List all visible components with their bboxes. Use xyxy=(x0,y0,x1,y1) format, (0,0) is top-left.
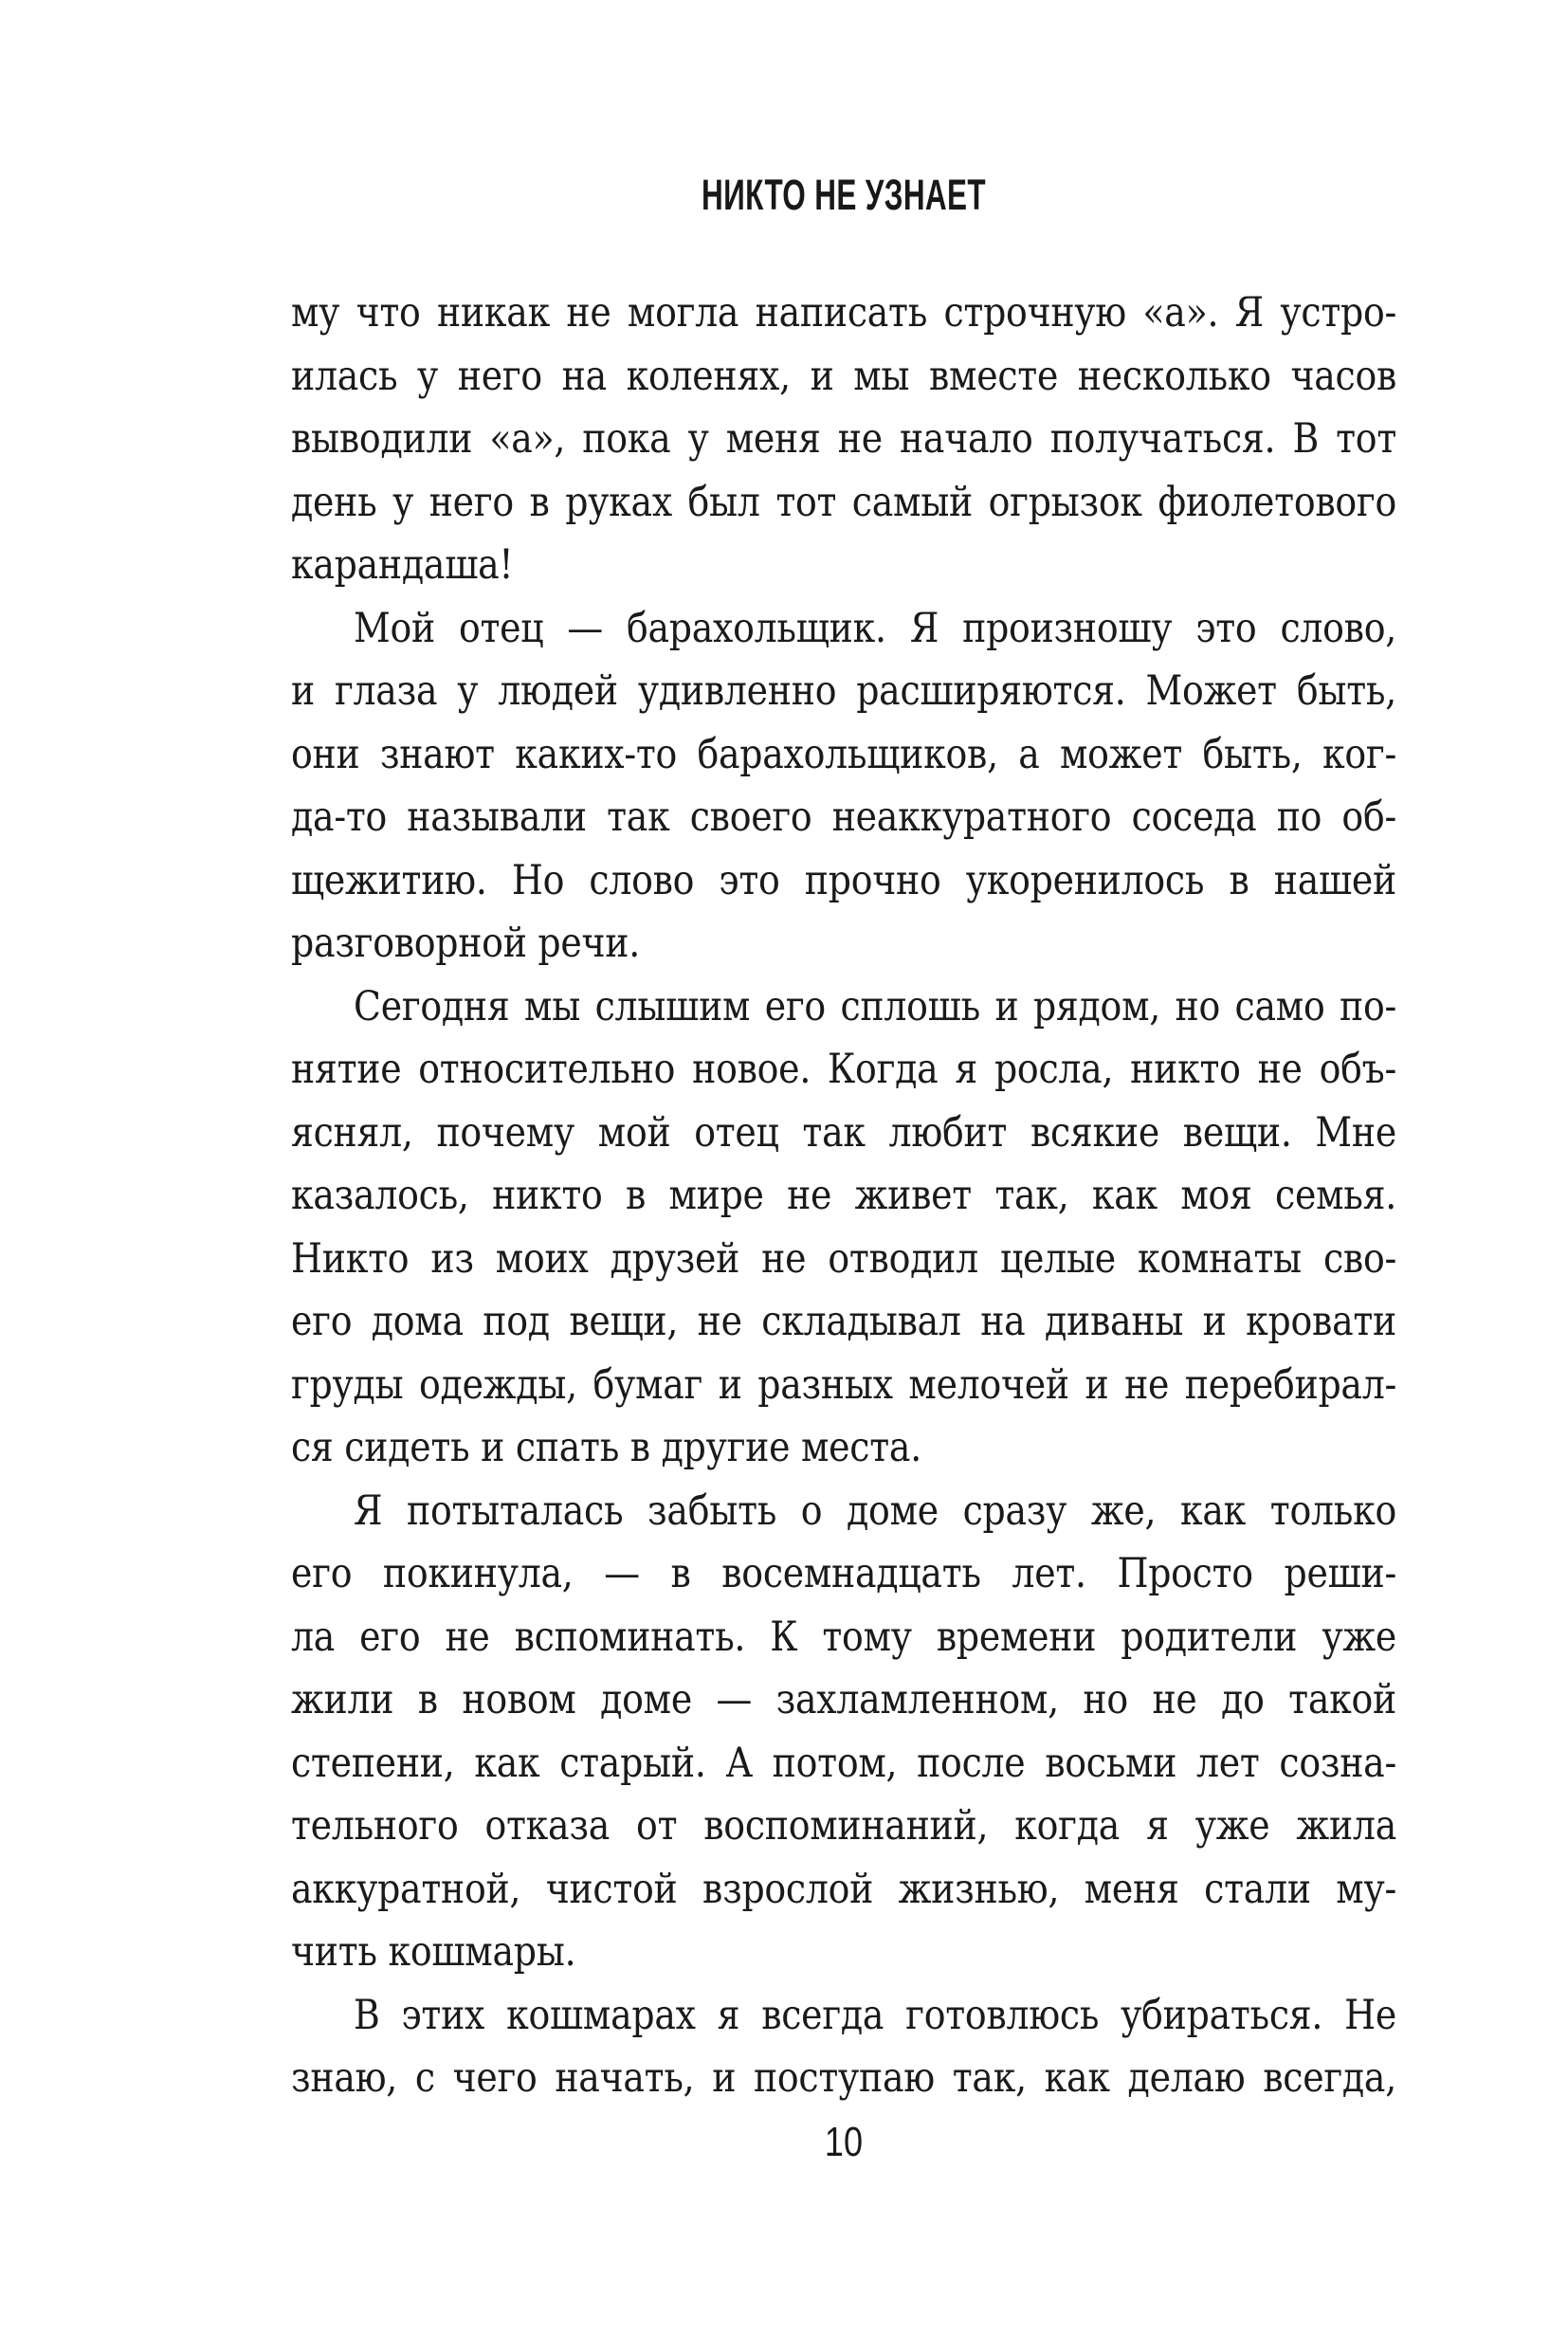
text-line: Никто из моих друзей не отводил целые комнаты сво- xyxy=(291,1234,1396,1283)
text-line: В этих кошмарах я всегда готовлюсь убираться. Не xyxy=(354,1991,1396,2039)
text-line: знаю, с чего начать, и поступаю так, как делаю всегда, xyxy=(291,2054,1396,2102)
text-line: разговорной речи. xyxy=(291,920,640,967)
page-number: 10 xyxy=(824,2119,864,2165)
text-line: степени, как старый. А потом, после восьми лет созна- xyxy=(291,1739,1396,1787)
text-line: карандаша! xyxy=(291,541,514,589)
paragraph xyxy=(291,282,1396,597)
text-line: Я потыталась забыть о доме сразу же, как только xyxy=(354,1486,1396,1535)
text-line: да-то называли так своего неаккуратного соседа по об- xyxy=(291,793,1396,841)
text-line: и глаза у людей удивленно расширяются. Может быть, xyxy=(291,667,1396,715)
text-line: аккуратной, чистой взрослой жизнью, меня стали му- xyxy=(291,1865,1396,1913)
text-line: Мой отец — барахольщик. Я произношу это слово, xyxy=(354,604,1396,652)
text-line: ла его не вспоминать. К тому времени родители уже xyxy=(291,1613,1396,1661)
text-line: нятие относительно новое. Когда я росла, никто не объ- xyxy=(291,1046,1396,1093)
text-line: Сегодня мы слышим его сплошь и рядом, но само по- xyxy=(354,982,1396,1030)
text-line: чить кошмары. xyxy=(291,1928,576,1976)
text-line: яснял, почему мой отец так любит всякие вещи. Мне xyxy=(291,1108,1396,1157)
running-head: НИКТО НЕ УЗНАЕТ xyxy=(702,171,986,219)
text-line: день у него в руках был тот самый огрызок фиолетового xyxy=(291,478,1396,526)
text-line: они знают каких-то барахольщиков, а может быть, ког- xyxy=(291,730,1396,778)
text-line: его покинула, — в восемнадцать лет. Просто реши- xyxy=(291,1550,1396,1597)
text-line: ся сидеть и спать в другие места. xyxy=(291,1424,921,1471)
text-line: тельного отказа от воспоминаний, когда я уже жила xyxy=(291,1802,1396,1850)
text-line: его дома под вещи, не складывал на диваны и кровати xyxy=(291,1298,1396,1345)
paragraph xyxy=(291,597,1396,975)
text-block xyxy=(291,282,1396,2110)
text-line: выводили «а», пока у меня не начало получаться. В тот xyxy=(291,415,1396,463)
paragraph xyxy=(291,1984,1396,2110)
text-line: щежитию. Но слово это прочно укоренилось в нашей xyxy=(291,856,1396,904)
text-line: казалось, никто в мире не живет так, как моя семья. xyxy=(291,1172,1396,1219)
paragraph xyxy=(291,975,1396,1480)
text-line: жили в новом доме — захламленном, но не до такой xyxy=(291,1676,1396,1723)
paragraph xyxy=(291,1480,1396,1984)
text-line: му что никак не могла написать строчную «а». Я устро- xyxy=(291,289,1396,337)
text-line: илась у него на коленях, и мы вместе несколько часов xyxy=(291,352,1396,400)
text-line: груды одежды, бумаг и разных мелочей и не перебирал- xyxy=(291,1360,1396,1409)
